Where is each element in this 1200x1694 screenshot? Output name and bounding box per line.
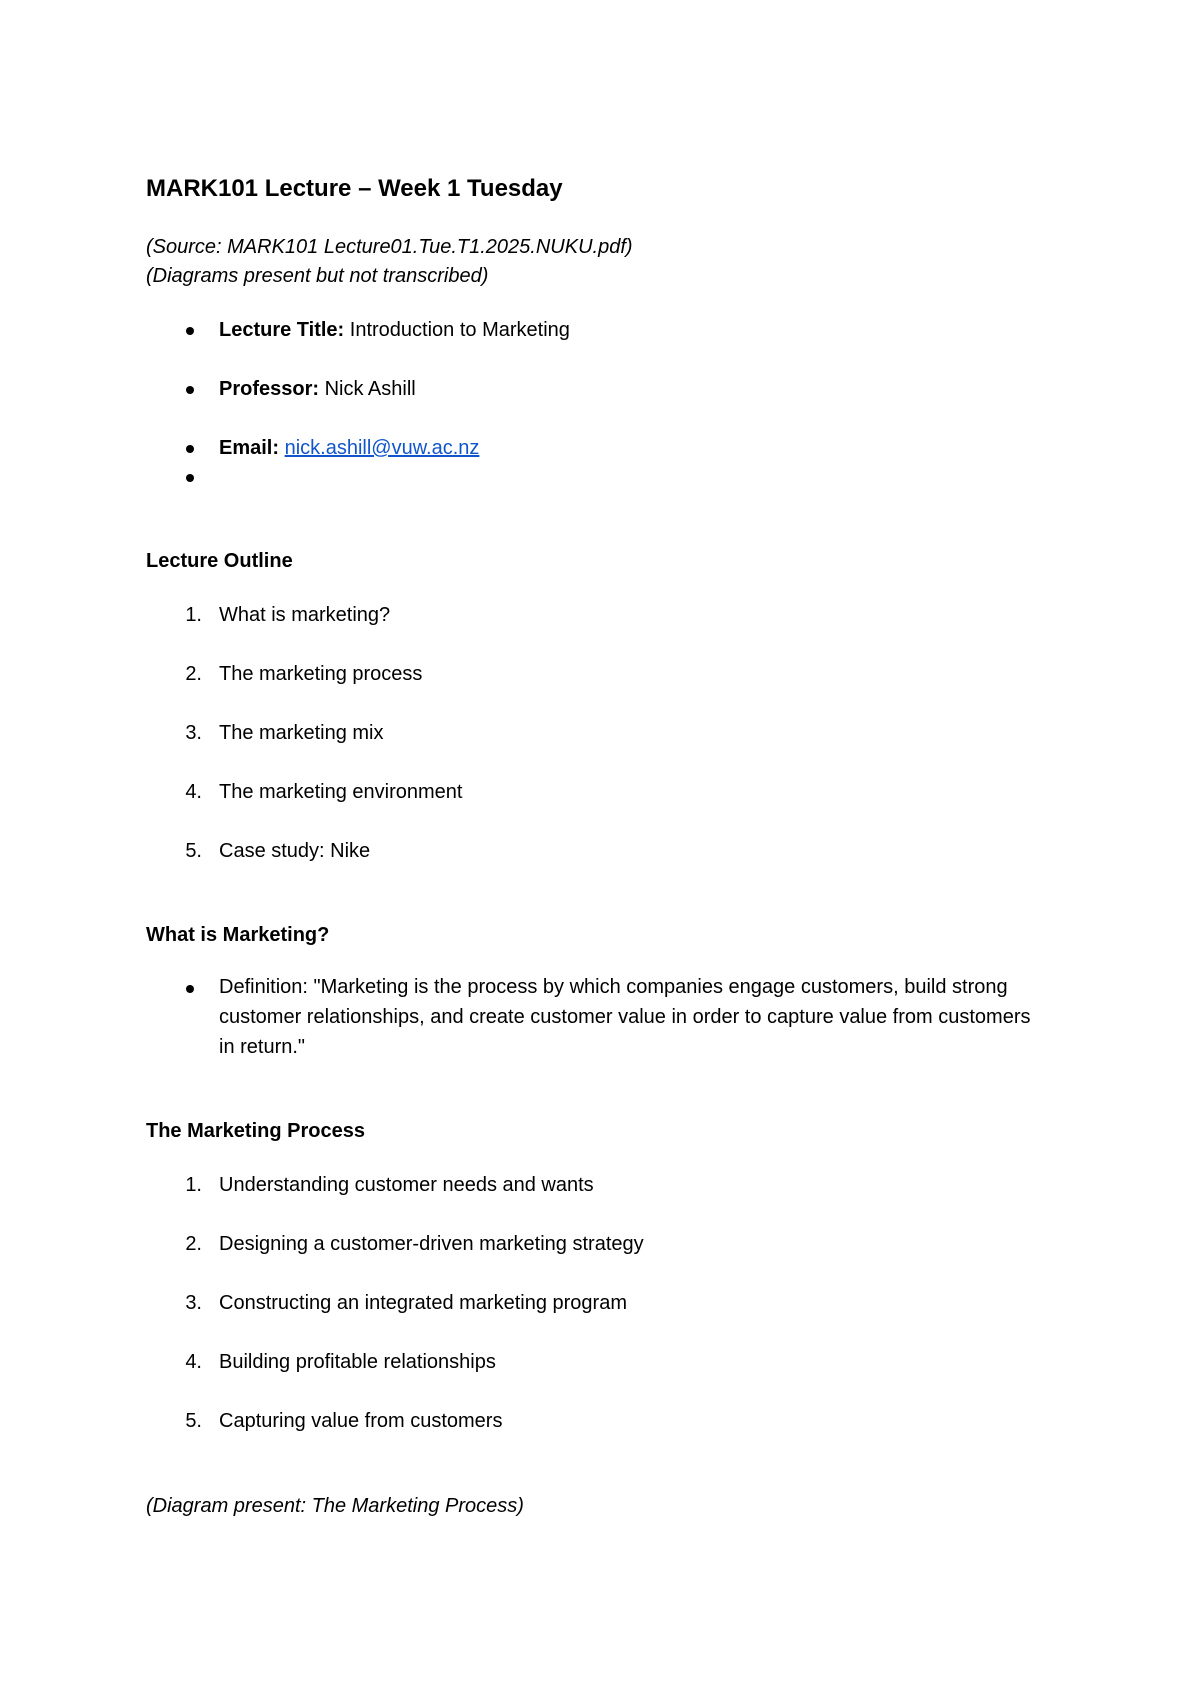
lecture-outline-heading: Lecture Outline [146, 550, 293, 572]
meta-item-lecture-title [219, 317, 570, 343]
bullet-icon [186, 327, 194, 335]
process-item-number: 2. [185, 1233, 202, 1255]
marketing-definition: Definition: "Marketing is the process by which companies engage customers, build strong customer relationships, and create customer value in order to capture value from customers in return." [219, 976, 1031, 1058]
what-is-marketing-heading: What is Marketing? [146, 924, 330, 946]
diagram-note: (Diagram present: The Marketing Process) [146, 1495, 524, 1517]
meta-item-email [219, 435, 479, 461]
process-item-number: 4. [185, 1351, 202, 1373]
diagrams-note: (Diagrams present but not transcribed) [146, 265, 489, 287]
meta-item-professor [219, 376, 416, 402]
meta-label: Professor: [219, 378, 320, 400]
outline-item-number: 2. [185, 663, 202, 685]
meta-label: Email: [219, 437, 280, 459]
outline-item: The marketing environment [219, 781, 463, 803]
process-item: Understanding customer needs and wants [219, 1174, 594, 1196]
empty-bullet-icon [186, 474, 194, 482]
process-item: Designing a customer-driven marketing strategy [219, 1233, 644, 1255]
outline-item: The marketing mix [219, 722, 384, 744]
outline-item: The marketing process [219, 663, 423, 685]
meta-label: Lecture Title: [219, 319, 345, 341]
process-item-number: 3. [185, 1292, 202, 1314]
bullet-icon [186, 985, 194, 993]
email-link[interactable]: nick.ashill@vuw.ac.nz [284, 437, 480, 459]
outline-item: Case study: Nike [219, 840, 371, 862]
bullet-icon [186, 445, 194, 453]
outline-item: What is marketing? [219, 604, 391, 626]
marketing-process-heading: The Marketing Process [146, 1120, 365, 1142]
meta-value: Introduction to Marketing [344, 319, 570, 341]
outline-item-number: 5. [185, 840, 202, 862]
process-item: Capturing value from customers [219, 1410, 503, 1432]
process-item-number: 1. [185, 1174, 202, 1196]
source-note: (Source: MARK101 Lecture01.Tue.T1.2025.NUKU.pdf) [146, 236, 633, 258]
process-item: Constructing an integrated marketing program [219, 1292, 627, 1314]
outline-item-number: 3. [185, 722, 202, 744]
outline-item-number: 4. [185, 781, 202, 803]
document-title: MARK101 Lecture – Week 1 Tuesday [146, 175, 563, 202]
outline-item-number: 1. [185, 604, 202, 626]
bullet-icon [186, 386, 194, 394]
meta-value: Nick Ashill [319, 378, 416, 400]
process-item-number: 5. [185, 1410, 202, 1432]
process-item: Building profitable relationships [219, 1351, 496, 1373]
